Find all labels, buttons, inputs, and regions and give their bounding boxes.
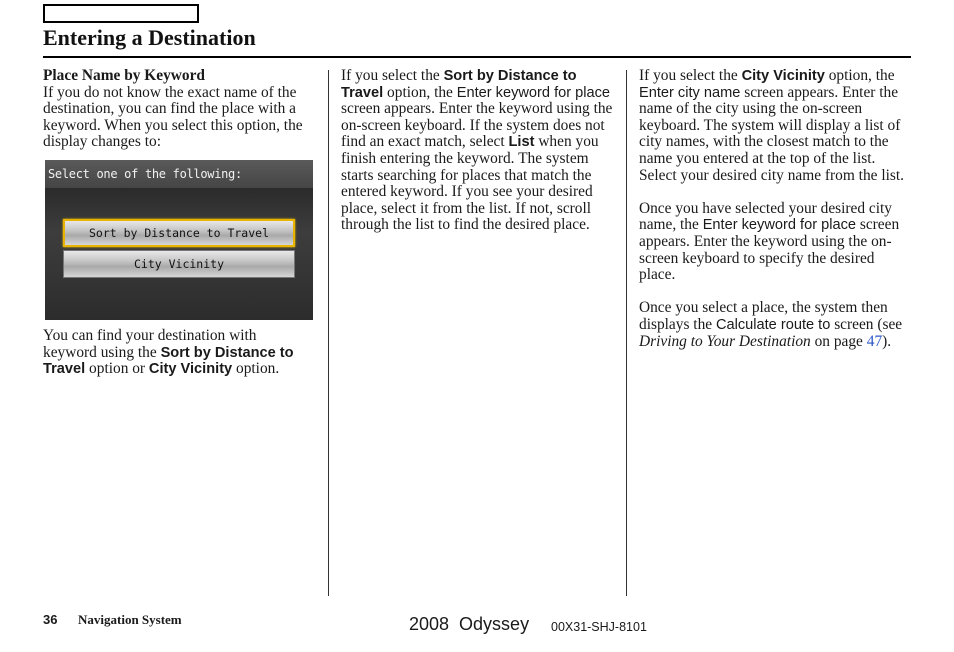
- page-title: Entering a Destination: [43, 25, 256, 50]
- text-span: option, the: [383, 83, 457, 101]
- text-span: screen (see: [830, 315, 903, 333]
- calculate-route-screen-name: Calculate route to: [715, 316, 831, 333]
- city-vicinity-paragraph: [639, 68, 911, 184]
- keyword-paragraph: [639, 201, 911, 284]
- enter-keyword-screen-name: Enter keyword for place: [702, 217, 856, 234]
- calculate-route-paragraph: [639, 300, 911, 350]
- list-term: List: [508, 134, 535, 151]
- text-span: You can find your destination with keyword using the: [43, 326, 257, 361]
- enter-keyword-screen-name: Enter keyword for place: [456, 84, 611, 101]
- sort-by-distance-term: Sort by Distance to Travel: [341, 68, 577, 101]
- page-number: 36: [43, 612, 58, 627]
- text-span: option, the: [824, 67, 895, 84]
- sort-by-distance-button[interactable]: Sort by Distance to Travel: [63, 219, 295, 247]
- options-paragraph: [43, 328, 305, 378]
- column-1: [43, 68, 305, 394]
- text-span: when you finish entering the keyword. The system starts searching for places that match the entered keyword. If you see your desired place, select it from the list. If not, scroll through the list to find the desired place.: [341, 133, 599, 234]
- column-divider-1: [328, 70, 329, 596]
- column-2: [341, 68, 613, 251]
- sort-by-distance-paragraph: [341, 68, 613, 234]
- header-tab-box: [43, 4, 199, 23]
- section-heading: Place Name by Keyword: [43, 67, 205, 84]
- text-span: screen appears. Enter the name of the city using the on-screen keyboard. The system will display a list of city names, with the closest match to the name you entered at the top of the list. Select your desired city name from the list.: [639, 83, 904, 184]
- text-span: Once you select a place, the system then displays the: [639, 299, 888, 333]
- city-vicinity-term: City Vicinity: [148, 361, 233, 378]
- title-rule: [43, 56, 911, 58]
- footer-model: 2008 Odyssey: [409, 614, 530, 634]
- intro-paragraph: If you do not know the exact name of the destination, you can find the place with a keyword. When you select this option, the display changes to:: [43, 83, 303, 151]
- text-span: on page: [810, 332, 867, 350]
- screen-prompt: Select one of the following:: [48, 166, 242, 181]
- text-span: option.: [232, 360, 280, 378]
- text-span: option or: [85, 360, 149, 378]
- text-span: screen appears. Enter the keyword using the on-screen keyboard to specify the desired place.: [639, 216, 900, 284]
- sort-by-distance-term: Sort by Distance to Travel: [43, 344, 294, 378]
- page-47-link[interactable]: 47: [866, 332, 883, 350]
- column-divider-2: [626, 70, 627, 596]
- text-span: screen appears. Enter the keyword using the on-screen keyboard. If the system does not find an exact match, select: [341, 100, 613, 151]
- text-span: ).: [882, 332, 892, 350]
- text-span: If you select the: [639, 67, 742, 84]
- column-3: [639, 68, 911, 367]
- text-span: If you select the: [341, 67, 444, 84]
- city-vicinity-button[interactable]: City Vicinity: [63, 250, 295, 278]
- driving-reference-title: Driving to Your Destination: [639, 332, 811, 350]
- nav-screen-image: [45, 160, 313, 320]
- footer-code: 00X31-SHJ-8101: [551, 620, 647, 634]
- city-vicinity-term: City Vicinity: [741, 68, 825, 84]
- enter-city-name-screen-name: Enter city name: [639, 84, 741, 101]
- text-span: Once you have selected your desired city name, the: [639, 199, 892, 234]
- footer-section-name: Navigation System: [78, 612, 182, 627]
